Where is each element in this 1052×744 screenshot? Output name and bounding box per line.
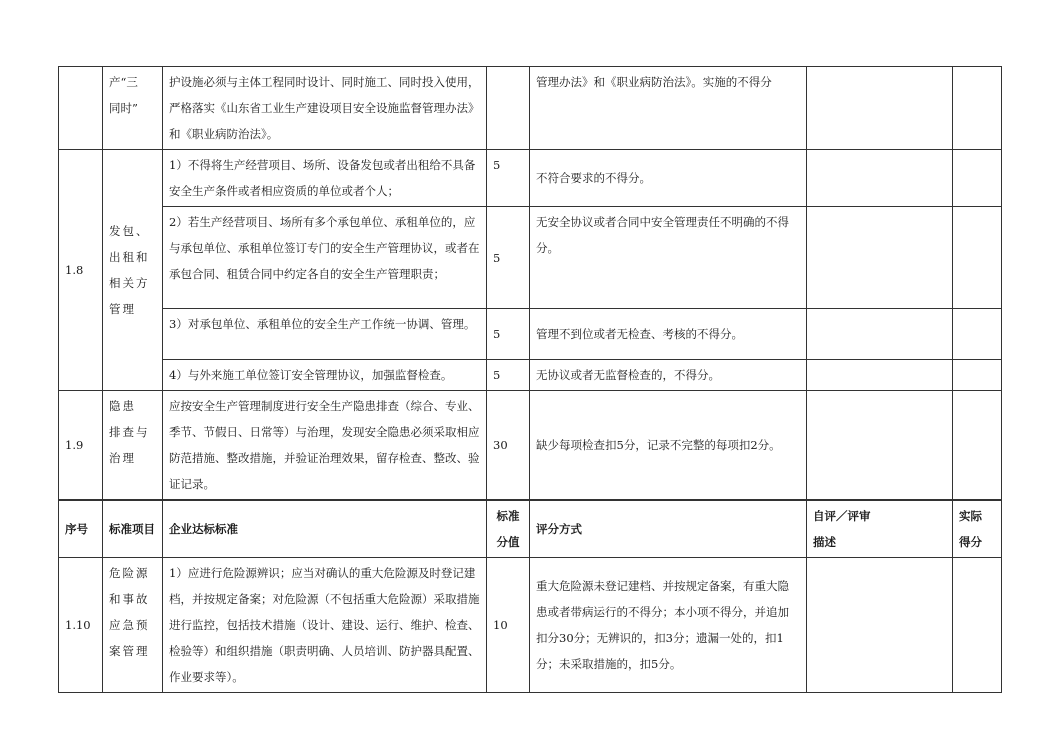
item-cell: 隐患 排查与 治理 [103,391,163,500]
score-cell: 10 [487,558,530,693]
table-row [59,360,1002,391]
actual-score-cell [953,558,1002,693]
standard-cell: 2）若生产经营项目、场所有多个承包单位、承租单位的，应与承包单位、承租单位签订专门的安全生产管理协议，或者在承包合同、租赁合同中约定各自的安全生产管理职责； [163,207,487,309]
self-eval-cell [807,67,953,150]
method-cell: 无安全协议或者合同中安全管理责任不明确的不得分。 [530,207,807,309]
actual-score-cell [953,207,1002,309]
method-cell: 不符合要求的不得分。 [530,150,807,207]
table-row [59,67,1002,150]
score-cell: 5 [487,150,530,207]
score-cell: 30 [487,391,530,500]
method-cell: 缺少每项检查扣5分，记录不完整的每项扣2分。 [530,391,807,500]
no-cell: 1.9 [59,391,103,500]
header-item: 标准项目 [103,501,163,558]
method-cell: 重大危险源未登记建档、并按规定备案，有重大隐患或者带病运行的不得分；本小项不得分，并追加扣分30分；无辨识的，扣3分；遗漏一处的，扣1分；未采取措施的，扣5分。 [530,558,807,693]
item-cell: 产“三 同时” [103,67,163,150]
table-row [59,558,1002,693]
standard-cell: 护设施必须与主体工程同时设计、同时施工、同时投入使用，严格落实《山东省工业生产建设项目安全设施监督管理办法》和《职业病防治法》。 [163,67,487,150]
header-method: 评分方式 [530,501,807,558]
score-cell [487,67,530,150]
method-cell: 管理不到位或者无检查、考核的不得分。 [530,309,807,360]
self-eval-cell [807,558,953,693]
no-cell: 1.10 [59,558,103,693]
header-standard: 企业达标标准 [163,501,487,558]
score-cell: 5 [487,309,530,360]
no-cell: 1.8 [59,150,103,391]
actual-score-cell [953,391,1002,500]
header-actual-score: 实际 得分 [953,501,1002,558]
table-row [59,391,1002,500]
standard-cell: 4）与外来施工单位签订安全管理协议，加强监督检查。 [163,360,487,391]
standard-cell: 应按安全生产管理制度进行安全生产隐患排查（综合、专业、季节、节假日、日常等）与治理，发现安全隐患必须采取相应防范措施、整改措施，并验证治理效果，留存检查、整改、验证记录。 [163,391,487,500]
no-cell [59,67,103,150]
table-header-row [59,501,1002,558]
item-cell: 发包、 出租和 相关方 管理 [103,150,163,391]
standard-cell: 1）不得将生产经营项目、场所、设备发包或者出租给不具备安全生产条件或者相应资质的单位或者个人； [163,150,487,207]
self-eval-cell [807,360,953,391]
header-no: 序号 [59,501,103,558]
table-row [59,309,1002,360]
actual-score-cell [953,67,1002,150]
method-cell: 管理办法》和《职业病防治法》。实施的不得分 [530,67,807,150]
standard-cell: 3）对承包单位、承租单位的安全生产工作统一协调、管理。 [163,309,487,360]
actual-score-cell [953,309,1002,360]
table-row [59,150,1002,207]
method-cell: 无协议或者无监督检查的，不得分。 [530,360,807,391]
assessment-table [58,500,1002,693]
score-cell: 5 [487,207,530,309]
table-row [59,207,1002,309]
standard-cell: 1）应进行危险源辨识；应当对确认的重大危险源及时登记建档，并按规定备案；对危险源（不包括重大危险源）采取措施进行监控，包括技术措施（设计、建设、运行、维护、检查、检验等）和组织措施（职责明确、人员培训、防护器具配置、作业要求等）。 [163,558,487,693]
self-eval-cell [807,150,953,207]
self-eval-cell [807,207,953,309]
actual-score-cell [953,150,1002,207]
item-cell: 危险源 和事故 应急预 案管理 [103,558,163,693]
self-eval-cell [807,309,953,360]
actual-score-cell [953,360,1002,391]
header-score: 标准 分值 [487,501,530,558]
header-self-eval: 自评／评审 描述 [807,501,953,558]
score-cell: 5 [487,360,530,391]
self-eval-cell [807,391,953,500]
assessment-table-continued [58,66,1002,500]
